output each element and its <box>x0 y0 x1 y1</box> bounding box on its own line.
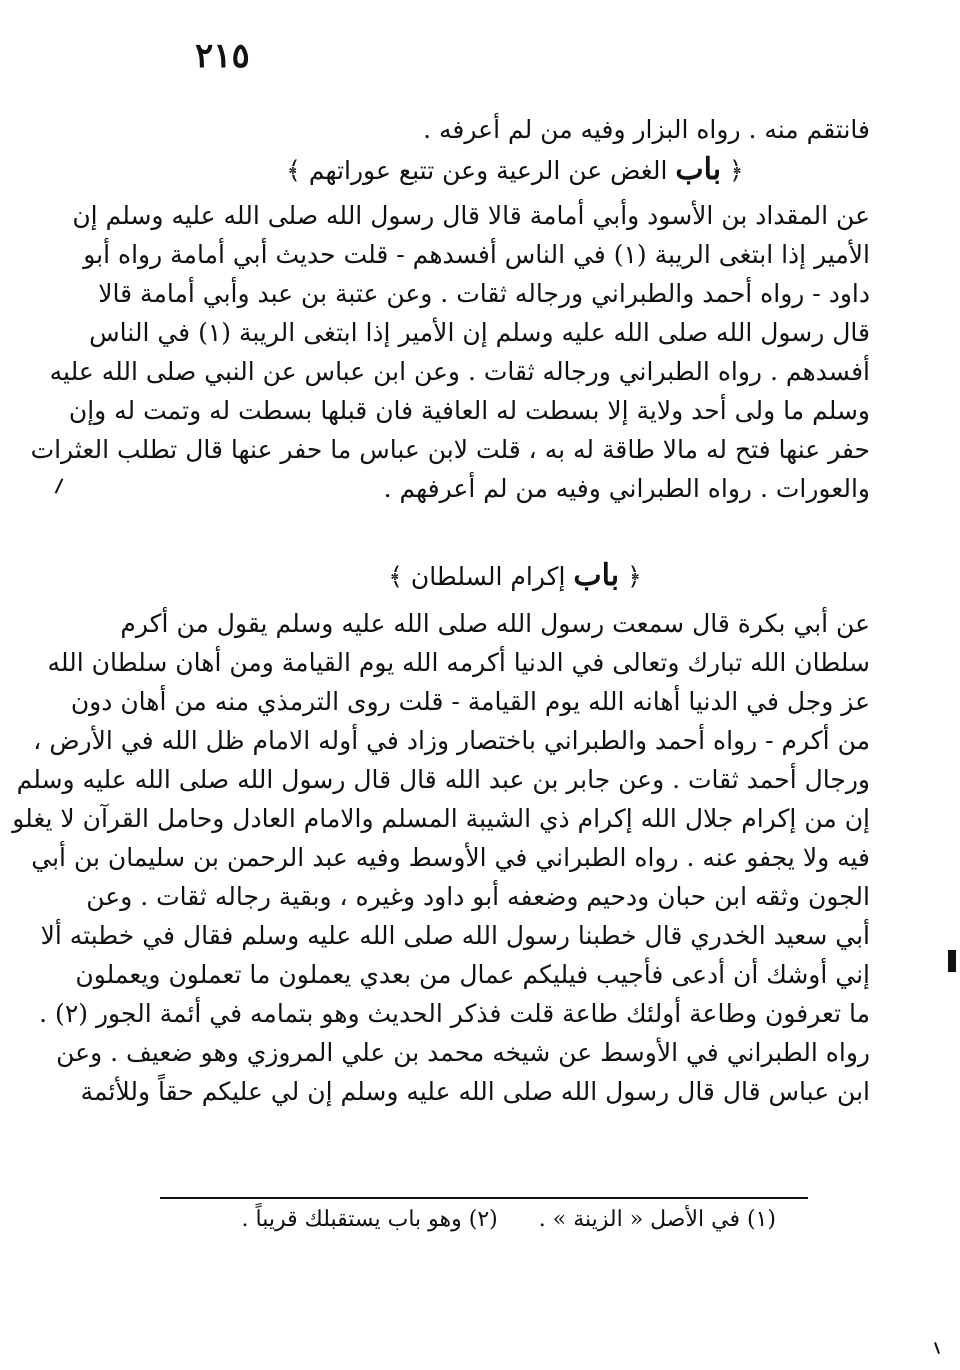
heading-bracket-close: ﴾ <box>388 562 403 591</box>
intro-paragraph <box>160 110 870 149</box>
section-heading-ghadd <box>160 150 870 190</box>
heading-bab-label: باب <box>675 152 722 187</box>
footnotes <box>160 1203 776 1237</box>
text-line: عن المقداد بن الأسود وأبي أمامة قالا قال رسول الله صلى الله عليه وسلم إن <box>72 201 870 230</box>
heading-bracket-open: ﴿ <box>729 156 744 185</box>
page-number: ٢١٥ <box>195 36 250 76</box>
text-line: سلطان الله تبارك وتعالى في الدنيا أكرمه الله يوم القيامة ومن أهان سلطان الله <box>47 648 870 677</box>
margin-mark <box>55 478 64 493</box>
text-line: قال رسول الله صلى الله عليه وسلم إن الأمير إذا ابتغى الريبة (١) في الناس <box>89 318 870 347</box>
section-body-ikram <box>12 604 870 1111</box>
heading-bab-label: باب <box>573 558 620 593</box>
text-line: إني أوشك أن أدعى فأجيب فيليكم عمال من بعدي يعملون ما تعملون ويعملون <box>75 960 870 989</box>
text-line: الجون وثقه ابن حبان ودحيم وضعفه أبو داود وغيره ، وبقية رجاله ثقات . وعن <box>86 882 870 911</box>
text-line: إن من إكرام جلال الله إكرام ذي الشيبة المسلم والامام العادل وحامل القرآن لا يغلو <box>12 804 870 833</box>
heading-bracket-close: ﴾ <box>286 156 301 185</box>
margin-mark <box>948 950 956 972</box>
text-line: رواه الطبراني في الأوسط عن شيخه محمد بن علي المروزي وهو ضعيف . وعن <box>56 1038 870 1067</box>
footnote-divider <box>160 1197 808 1199</box>
text-line: أفسدهم . رواه الطبراني ورجاله ثقات . وعن ابن عباس عن النبي صلى الله عليه <box>49 357 870 386</box>
text-line: من أكرم - رواه أحمد والطبراني باختصار وزاد في أوله الامام ظل الله في الأرض ، <box>33 726 870 755</box>
section-heading-ikram <box>160 556 870 596</box>
text-line: عن أبي بكرة قال سمعت رسول الله صلى الله عليه وسلم يقول من أكرم <box>120 609 870 638</box>
section-body-ghadd <box>30 196 870 508</box>
text-line: فانتقم منه . رواه البزار وفيه من لم أعرفه . <box>423 115 870 144</box>
text-line: حفر عنها فتح له مالا طاقة له به ، قلت لابن عباس ما حفر عنها قال تطلب العثرات <box>30 435 870 464</box>
heading-bracket-open: ﴿ <box>627 562 642 591</box>
text-line: فيه ولا يجفو عنه . رواه الطبراني في الأوسط وفيه عبد الرحمن بن سليمان بن أبي <box>31 843 870 872</box>
text-line: والعورات . رواه الطبراني وفيه من لم أعرفهم . <box>383 474 870 503</box>
text-line: ابن عباس قال قال رسول الله صلى الله عليه وسلم إن لي عليكم حقاً وللأئمة <box>80 1077 870 1106</box>
margin-mark <box>934 1342 940 1354</box>
text-line: وسلم ما ولى أحد ولاية إلا بسطت له العافية فان قبلها بسطت له وتمت له وإن <box>68 396 870 425</box>
text-line: الأمير إذا ابتغى الريبة (١) في الناس أفسدهم - قلت حديث أبي أمامة رواه أبو <box>83 240 870 269</box>
footnote-1: (١) في الأصل « الزينة » . <box>538 1207 776 1232</box>
text-line: داود - رواه أحمد والطبراني ورجاله ثقات . وعن عتبة بن عبد وأبي أمامة قالا <box>98 279 870 308</box>
heading-title: الغض عن الرعية وعن تتبع عوراتهم <box>308 156 668 185</box>
text-line: عز وجل في الدنيا أهانه الله يوم القيامة - قلت روى الترمذي منه من أهان دون <box>70 687 870 716</box>
text-line: ما تعرفون وطاعة أولئك طاعة قلت فذكر الحديث وهو بتمامه في أئمة الجور (٢) . <box>39 999 870 1028</box>
text-line: ورجال أحمد ثقات . وعن جابر بن عبد الله قال قال رسول الله صلى الله عليه وسلم <box>16 765 870 794</box>
heading-title: إكرام السلطان <box>410 562 566 591</box>
text-line: أبي سعيد الخدري قال خطبنا رسول الله صلى الله عليه وسلم فقال في خطبته ألا <box>40 921 870 950</box>
footnote-2: (٢) وهو باب يستقبلك قريباً . <box>241 1207 498 1232</box>
